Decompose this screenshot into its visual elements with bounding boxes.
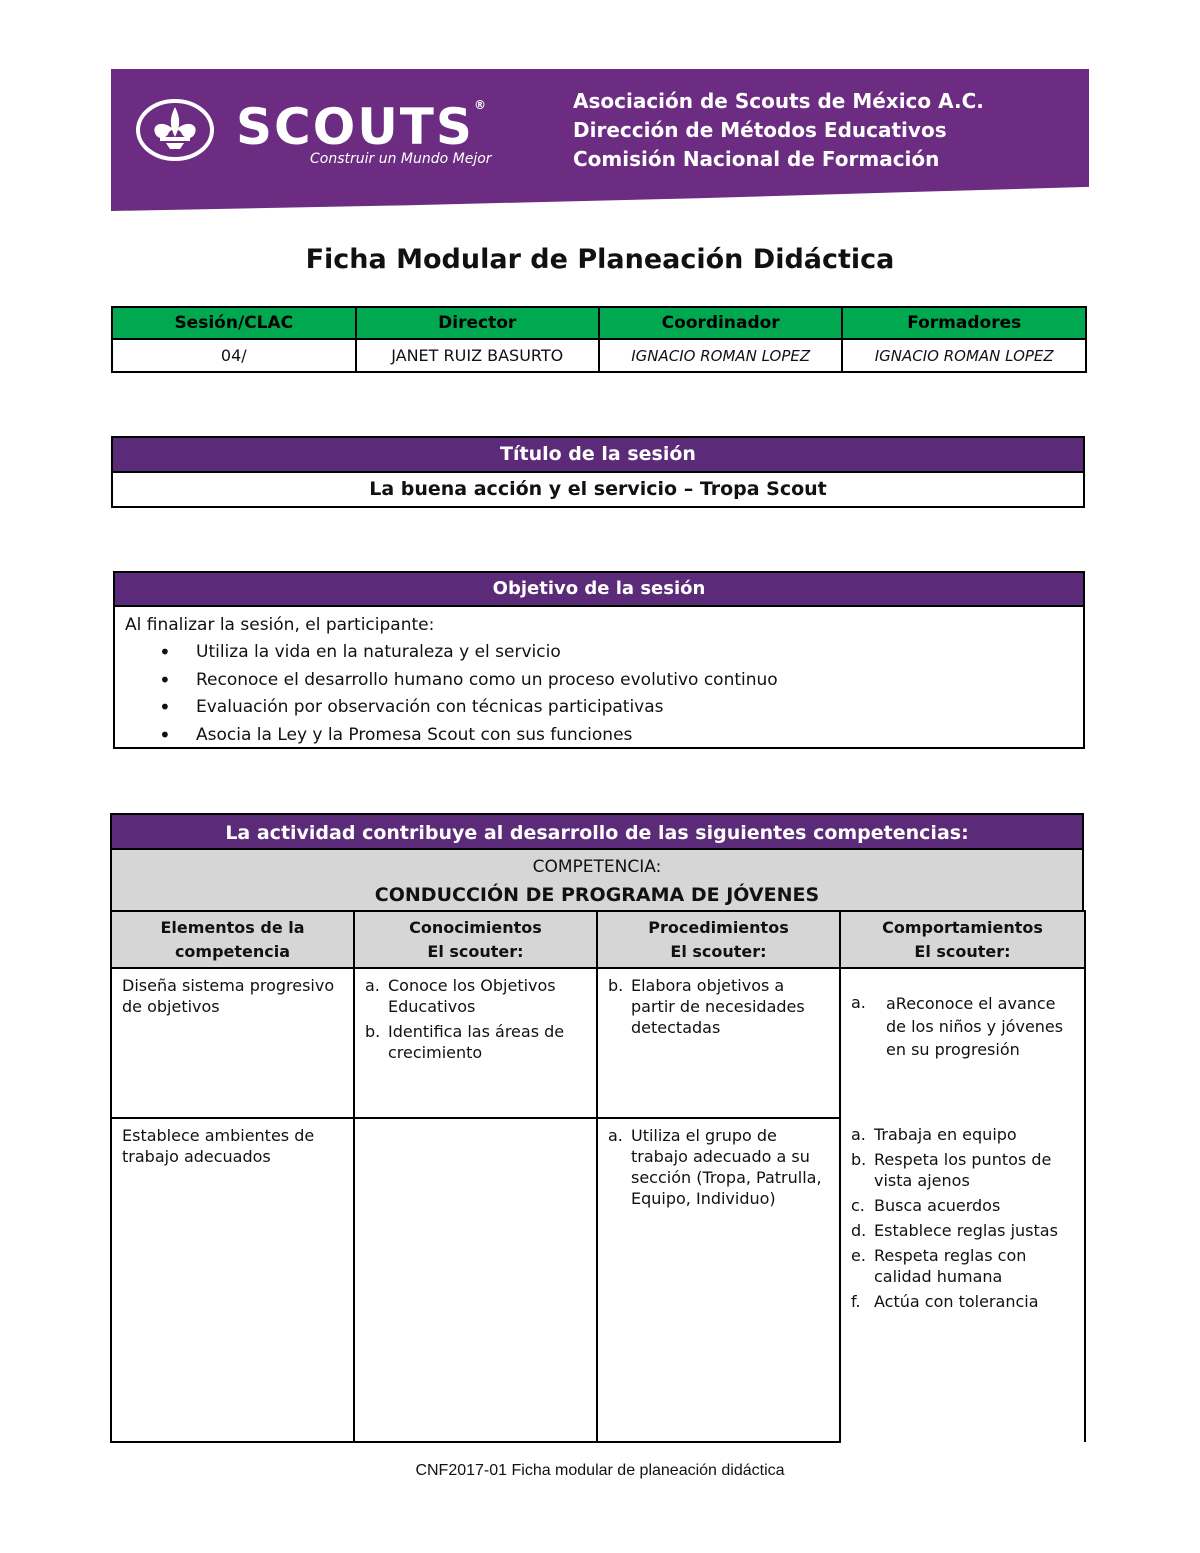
- org-line-direction: Dirección de Métodos Educativos: [573, 118, 947, 142]
- session-meta-table: [111, 306, 1087, 373]
- list-item: b. Identifica las áreas de crecimiento: [365, 1022, 565, 1062]
- meta-coordinator-value: IGNACIO ROMAN LOPEZ: [599, 339, 843, 372]
- document-title: Ficha Modular de Planeación Didáctica: [305, 244, 895, 275]
- fleur-de-lis-icon: [136, 99, 214, 161]
- session-objective-box: [113, 571, 1085, 749]
- brand-tagline: Construir un Mundo Mejor: [310, 151, 492, 167]
- list-item: e. Respeta reglas con calidad humana: [851, 1246, 1027, 1286]
- session-title-box: [111, 436, 1085, 508]
- list-item: a. Trabaja en equipo: [851, 1125, 1017, 1144]
- objective-item: • Reconoce el desarrollo humano como un proceso evolutivo continuo: [159, 667, 1083, 695]
- row1-procedures: [597, 968, 840, 1118]
- row2-knowledge: [354, 1118, 597, 1442]
- list-item: a. Conoce los Objetivos Educativos: [365, 976, 556, 1016]
- list-item: c. Busca acuerdos: [851, 1196, 1001, 1215]
- meta-trainers-value: IGNACIO ROMAN LOPEZ: [842, 339, 1086, 372]
- organization-lines: [573, 87, 984, 174]
- org-line-commission: Comisión Nacional de Formación: [573, 147, 940, 171]
- org-line-association: Asociación de Scouts de México A.C.: [573, 89, 984, 113]
- competency-name: CONDUCCIÓN DE PROGRAMA DE JÓVENES: [374, 884, 820, 906]
- competency-grid: [110, 910, 1086, 1443]
- meta-header-coordinator: Coordinador: [599, 307, 843, 339]
- objective-list: [115, 639, 1083, 749]
- list-item: f. Actúa con tolerancia: [851, 1292, 1039, 1311]
- row2-procedures: [597, 1118, 840, 1442]
- column-header-elements: Elementos de la competencia: [111, 911, 354, 968]
- objective-item: • Evaluación por observación con técnicas participativas: [159, 694, 1083, 722]
- column-header-knowledge: Conocimientos El scouter:: [354, 911, 597, 968]
- objective-item: • Asocia la Ley y la Promesa Scout con sus funciones: [159, 722, 1083, 750]
- list-item: d. Establece reglas justas: [851, 1221, 1058, 1240]
- session-title-value: La buena acción y el servicio – Tropa Scout: [369, 478, 827, 500]
- meta-header-session: Sesión/CLAC: [112, 307, 356, 339]
- row1-knowledge: [354, 968, 597, 1118]
- session-title-heading: Título de la sesión: [113, 438, 1083, 473]
- list-item: b. Respeta los puntos de vista ajenos: [851, 1150, 1052, 1190]
- meta-header-director: Director: [356, 307, 599, 339]
- list-item: a. Utiliza el grupo de trabajo adecuado a su sección (Tropa, Patrulla, Equipo, Individuo): [608, 1126, 822, 1208]
- row1-behaviors: [840, 968, 1085, 1118]
- column-header-procedures: Procedimientos El scouter:: [597, 911, 840, 968]
- row2-element: Establece ambientes de trabajo adecuados: [111, 1118, 354, 1442]
- objective-item: • Utiliza la vida en la naturaleza y el servicio: [159, 639, 1083, 667]
- meta-session-value: 04/: [112, 339, 356, 372]
- list-item: b. Elabora objetivos a partir de necesidades detectadas: [608, 976, 805, 1037]
- objective-heading: Objetivo de la sesión: [115, 573, 1083, 607]
- competencies-heading: La actividad contribuye al desarrollo de las siguientes competencias:: [110, 813, 1084, 850]
- competency-name-box: [110, 848, 1084, 912]
- brand-wordmark: SCOUTS®: [236, 98, 488, 156]
- row2-behaviors: [840, 1118, 1085, 1442]
- meta-director-value: JANET RUIZ BASURTO: [356, 339, 599, 372]
- competency-label: COMPETENCIA:: [532, 857, 662, 877]
- meta-header-trainers: Formadores: [842, 307, 1086, 339]
- row1-element: Diseña sistema progresivo de objetivos: [111, 968, 354, 1118]
- page-footer: CNF2017-01 Ficha modular de planeación didáctica: [415, 1462, 785, 1479]
- list-item: a. aReconoce el avance de los niños y jóvenes en su progresión: [851, 993, 1064, 1059]
- column-header-behaviors: Comportamientos El scouter:: [840, 911, 1085, 968]
- objective-intro: Al finalizar la sesión, el participante:: [125, 615, 435, 635]
